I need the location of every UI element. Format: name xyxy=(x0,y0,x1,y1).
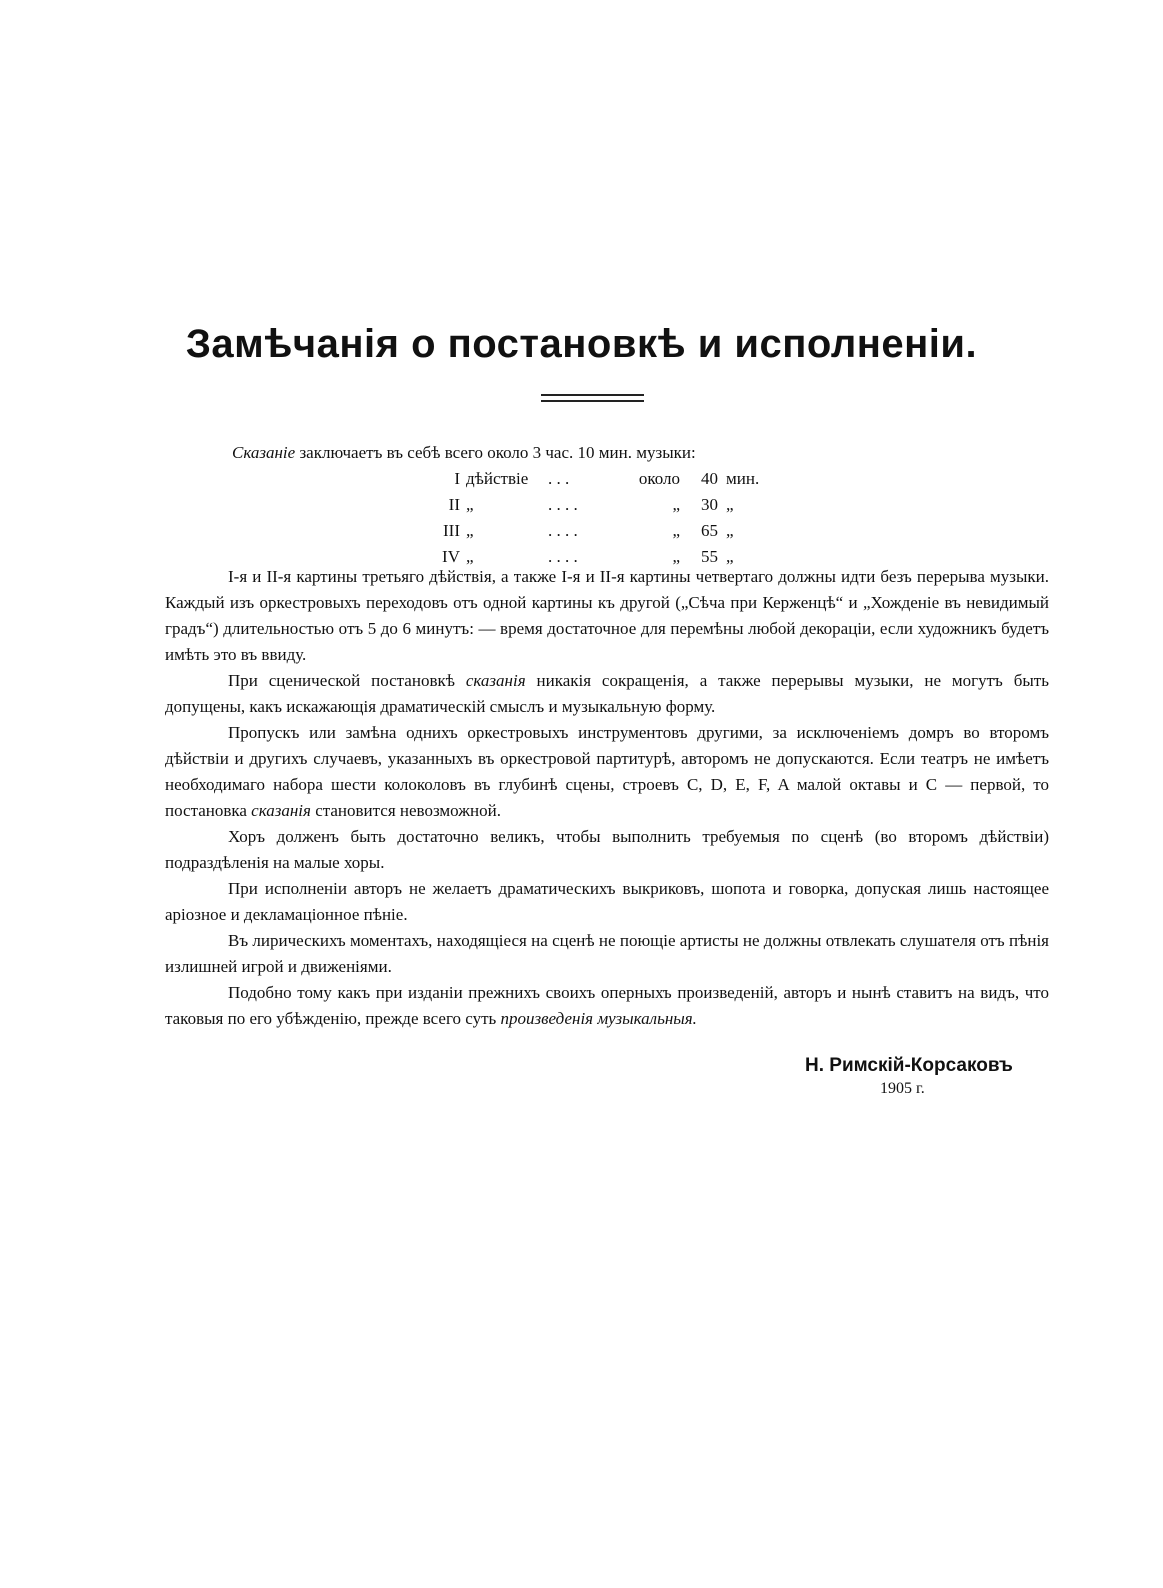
act-number: IV xyxy=(442,547,460,566)
page-title: Замѣчанія о постановкѣ и исполненіи. xyxy=(185,322,978,366)
intro-italic-word: Сказаніе xyxy=(232,443,296,462)
act-unit: „ xyxy=(726,495,734,514)
act-dots: . . . . xyxy=(548,521,578,540)
act-minutes: 65 xyxy=(701,521,718,540)
act-dots: . . . xyxy=(548,469,570,488)
paragraph-text: Пропускъ или замѣна однихъ оркестровыхъ инструментовъ другими, за исключеніемъ домръ во второмъ дѣйствіи и другихъ случаевъ, указанныхъ въ оркестровой партитурѣ, авторомъ не допускаются. Если театръ не имѣетъ необходимаго набора шести колоколовъ въ глубинѣ сцены, строевъ C, D, E, F, A малой октавы и C — первой, то постановка xyxy=(165,723,1049,820)
title-rule-bottom xyxy=(541,400,644,402)
paragraph-italic: произведенія музыкальныя. xyxy=(500,1009,697,1028)
act-word: дѣйствіе xyxy=(466,469,529,488)
act-about: „ xyxy=(672,521,680,540)
paragraph-text: становится невозможной. xyxy=(310,801,501,820)
paragraph-italic: сказанія xyxy=(465,671,526,690)
paragraph-text: При сценической постановкѣ xyxy=(228,671,466,690)
paragraph-lyrical: Въ лирическихъ моментахъ, находящіеся на сценѣ не поющіе артисты не должны отвлекать слушателя отъ пѣнія излишней игрой и движеніями. xyxy=(165,931,1049,976)
act-about: „ xyxy=(672,547,680,566)
act-about: „ xyxy=(672,495,680,514)
act-unit: мин. xyxy=(726,469,760,488)
paragraph-conclusion xyxy=(165,980,1049,1032)
paragraph-intermissions: I-я и II-я картины третьяго дѣйствія, а также I-я и II-я картины четвертаго должны идти безъ перерыва музыки. Каждый изъ оркестровыхъ переходовъ отъ одной картины къ другой („Сѣча при Керженцѣ“ и „Хожденіе въ невидимый градъ“) длительностью отъ 5 до 6 минутъ: — время достаточное для перемѣны любой декораціи, если художникъ будетъ имѣть это въ ввиду. xyxy=(165,567,1049,664)
intro-text: заключаетъ въ себѣ всего около 3 час. 10 мин. музыки: xyxy=(295,443,696,462)
act-unit: „ xyxy=(726,521,734,540)
act-word: „ xyxy=(466,521,474,540)
paragraph-text: Подобно тому какъ при изданіи прежнихъ своихъ оперныхъ произведеній, авторъ и нынѣ ставитъ на видъ, что таковыя по его убѣжденію, прежде всего суть xyxy=(165,983,1049,1028)
acts-duration-table xyxy=(420,466,766,570)
act-row xyxy=(420,518,766,544)
act-about: около xyxy=(638,469,680,488)
act-unit: „ xyxy=(726,547,734,566)
act-number: II xyxy=(448,495,460,514)
act-minutes: 55 xyxy=(701,547,718,566)
act-minutes: 40 xyxy=(701,469,718,488)
act-dots: . . . . xyxy=(548,495,578,514)
paragraph-text: никакія сокращенія, а также перерывы музыки, не могутъ быть допущены, какъ искажающія драматическій смыслъ и музыкальную форму. xyxy=(165,671,1049,716)
notes-body xyxy=(165,564,1049,1032)
act-number: III xyxy=(443,521,460,540)
act-dots: . . . . xyxy=(548,547,578,566)
signature-year: 1905 г. xyxy=(880,1080,925,1097)
paragraph-cuts xyxy=(165,668,1049,720)
paragraph-singing: При исполненіи авторъ не желаетъ драматическихъ выкриковъ, шопота и говорка, допуская лишь настоящее аріозное и декламаціонное пѣніе. xyxy=(165,879,1049,924)
paragraph-instruments xyxy=(165,720,1049,824)
intro-line xyxy=(232,440,696,466)
paragraph-italic: сказанія xyxy=(251,801,311,820)
author-signature: Н. Римскій-Корсаковъ xyxy=(805,1055,1013,1076)
act-number: I xyxy=(454,469,460,488)
act-row xyxy=(420,466,766,492)
act-word: „ xyxy=(466,547,474,566)
act-minutes: 30 xyxy=(701,495,718,514)
title-rule-top xyxy=(541,394,644,396)
act-word: „ xyxy=(466,495,474,514)
act-row xyxy=(420,492,766,518)
paragraph-chorus: Хоръ долженъ быть достаточно великъ, чтобы выполнить требуемыя по сценѣ (во второмъ дѣйствіи) подраздѣленія на малые хоры. xyxy=(165,827,1049,872)
